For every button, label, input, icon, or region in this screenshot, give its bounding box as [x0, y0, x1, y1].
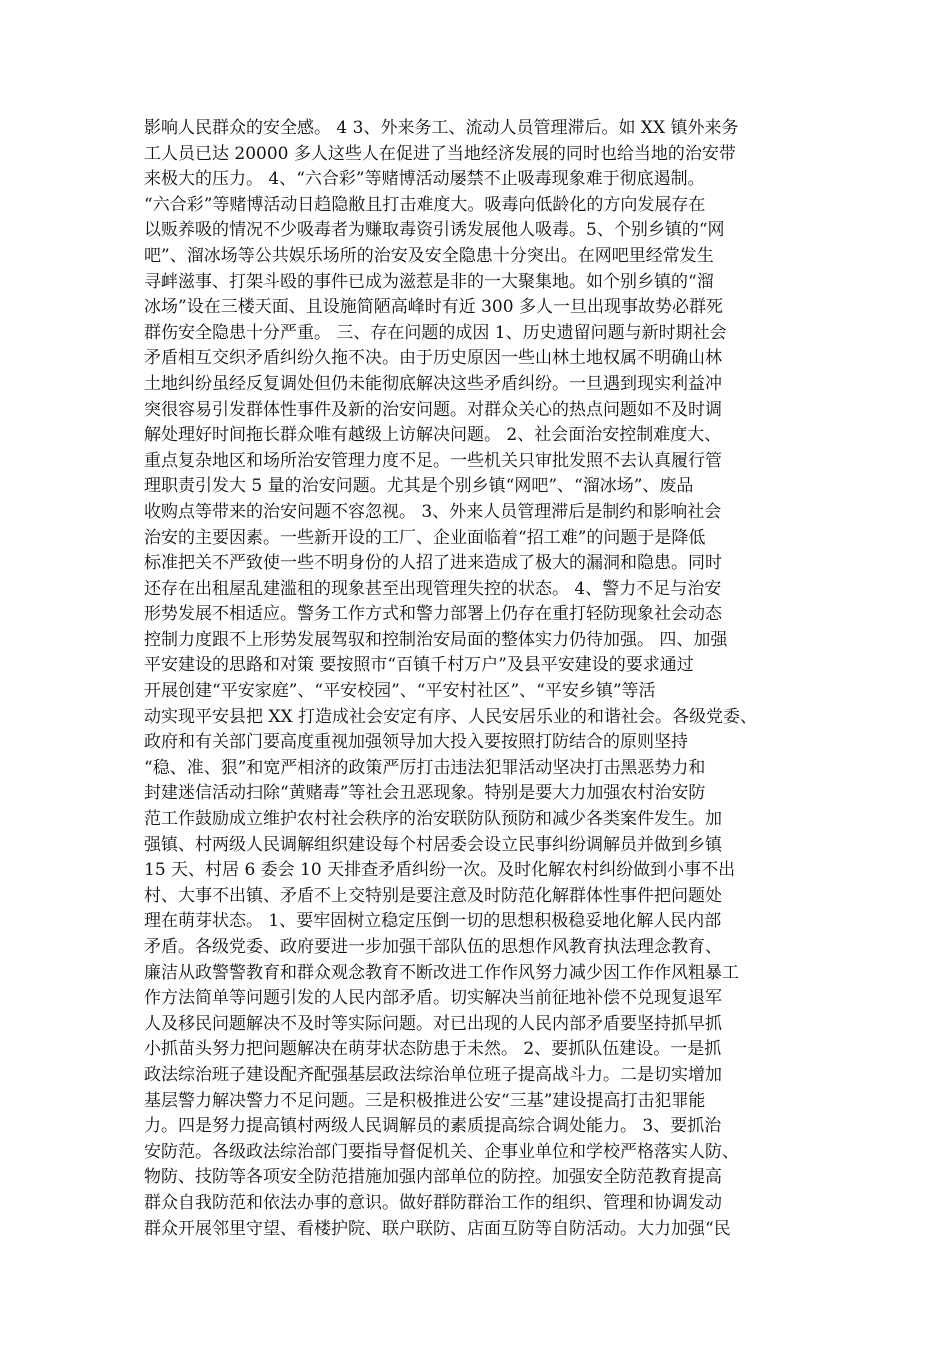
text-line: 动实现平安县把 XX 打造成社会安定有序、人民安居乐业的和谐社会。各级党委、	[144, 706, 758, 727]
text-line: 吧”、溜冰场等公共娱乐场所的治安及安全隐患十分突出。在网吧里经常发生	[144, 245, 714, 266]
text-line: 安防范。各级政法综治部门要指导督促机关、企事业单位和学校严格落实人防、	[144, 1141, 739, 1162]
text-line: 人及移民问题解决不及时等实际问题。对已出现的人民内部矛盾要坚持抓早抓	[144, 1013, 722, 1034]
text-line: 强镇、村两级人民调解组织建设每个村居委会设立民事纠纷调解员并做到乡镇	[144, 834, 722, 855]
text-line: 收购点等带来的治安问题不容忽视。 3、外来人员管理滞后是制约和影响社会	[144, 501, 722, 522]
text-line: 影响人民群众的安全感。 4 3、外来务工、流动人员管理滞后。如 XX 镇外来务	[144, 118, 739, 138]
text-line: 治安的主要因素。一些新开设的工厂、企业面临着“招工难”的问题于是降低	[144, 527, 706, 548]
text-line: 基层警力解决警力不足问题。三是积极推进公安“三基”建设提高打击犯罪能	[144, 1090, 706, 1111]
text-line: “稳、准、狠”和宽严相济的政策严厉打击违法犯罪活动坚决打击黑恶势力和	[144, 757, 706, 778]
text-line: 解处理好时间拖长群众唯有越级上访解决问题。 2、社会面治安控制难度大、	[144, 425, 722, 446]
document-body-text	[144, 116, 812, 1242]
text-line: 冰场”设在三楼天面、且设施简陋高峰时有近 300 多人一旦出现事故势必群死	[144, 297, 723, 318]
text-line: 还存在出租屋乱建滥租的现象甚至出现管理失控的状态。 4、警力不足与治安	[144, 578, 722, 599]
text-line: 寻衅滋事、打架斗殴的事件已成为滋惹是非的一大聚集地。如个别乡镇的“溜	[144, 271, 714, 292]
text-line: 以贩养吸的情况不少吸毒者为赚取毒资引诱发展他人吸毒。5、个别乡镇的“网	[144, 220, 725, 241]
text-line: 小抓苗头努力把问题解决在萌芽状态防患于未然。 2、要抓队伍建设。一是抓	[144, 1039, 722, 1060]
text-line: 土地纠纷虽经反复调处但仍未能彻底解决这些矛盾纠纷。一旦遇到现实利益冲	[144, 373, 722, 394]
text-line: 村、大事不出镇、矛盾不上交特别是要注意及时防范化解群体性事件把问题处	[144, 885, 722, 906]
text-line: 平安建设的思路和对策 要按照市“百镇千村万户”及县平安建设的要求通过	[144, 655, 694, 676]
text-line: “六合彩”等赌博活动日趋隐敝且打击难度大。吸毒向低龄化的方向发展存在	[144, 194, 706, 215]
text-line: 廉洁从政警警教育和群众观念教育不断改进工作作风努力减少因工作作风粗暴工	[144, 962, 739, 983]
text-line: 矛盾相互交织矛盾纠纷久拖不决。由于历史原因一些山林土地权属不明确山林	[144, 348, 722, 369]
text-line: 理职责引发大 5 量的治安问题。尤其是个别乡镇“网吧”、“溜冰场”、废品	[144, 476, 694, 497]
text-line: 来极大的压力。 4、“六合彩”等赌博活动屡禁不止吸毒现象难于彻底遏制。	[144, 169, 705, 190]
text-line: 重点复杂地区和场所治安管理力度不足。一些机关只审批发照不去认真履行管	[144, 450, 722, 471]
text-line: 矛盾。各级党委、政府要进一步加强干部队伍的思想作风教育执法理念教育、	[144, 937, 722, 957]
text-line: 群众开展邻里守望、看楼护院、联户联防、店面互防等自防活动。大力加强“民	[144, 1218, 731, 1239]
text-line: 政法综治班子建设配齐配强基层政法综治单位班子提高战斗力。二是切实增加	[144, 1064, 722, 1085]
text-line: 理在萌芽状态。 1、要牢固树立稳定压倒一切的思想积极稳妥地化解人民内部	[144, 911, 722, 932]
text-line: 开展创建“平安家庭”、“平安校园”、“平安村社区”、“平安乡镇”等活	[144, 681, 656, 702]
text-line: 工人员已达 20000 多人这些人在促进了当地经济发展的同时也给当地的治安带	[144, 143, 736, 164]
text-line: 控制力度跟不上形势发展驾驭和控制治安局面的整体实力仍待加强。 四、加强	[144, 629, 728, 650]
text-line: 力。四是努力提高镇村两级人民调解员的素质提高综合调处能力。 3、要抓治	[144, 1116, 722, 1137]
text-line: 标准把关不严致使一些不明身份的人招了进来造成了极大的漏洞和隐患。同时	[144, 553, 722, 574]
text-line: 群伤安全隐患十分严重。 三、存在问题的成因 1、历史遗留问题与新时期社会	[144, 322, 727, 343]
text-line: 群众自我防范和依法办事的意识。做好群防群治工作的组织、管理和协调发动	[144, 1192, 722, 1213]
text-line: 形势发展不相适应。警务工作方式和警力部署上仍存在重打轻防现象社会动态	[144, 604, 722, 625]
text-line: 突很容易引发群体性事件及新的治安问题。对群众关心的热点问题如不及时调	[144, 399, 722, 420]
text-line: 物防、技防等各项安全防范措施加强内部单位的防控。加强安全防范教育提高	[144, 1167, 722, 1188]
text-line: 范工作鼓励成立维护农村社会秩序的治安联防队预防和减少各类案件发生。加	[144, 809, 722, 830]
text-line: 封建迷信活动扫除“黄赌毒”等社会丑恶现象。特别是要大力加强农村治安防	[144, 783, 706, 804]
text-line: 15 天、村居 6 委会 10 天排查矛盾纠纷一次。及时化解农村纠纷做到小事不出	[144, 860, 736, 881]
text-line: 作方法简单等问题引发的人民内部矛盾。切实解决当前征地补偿不兑现复退军	[144, 988, 722, 1009]
text-line: 政府和有关部门要高度重视加强领导加大投入要按照打防结合的原则坚持	[144, 732, 688, 753]
